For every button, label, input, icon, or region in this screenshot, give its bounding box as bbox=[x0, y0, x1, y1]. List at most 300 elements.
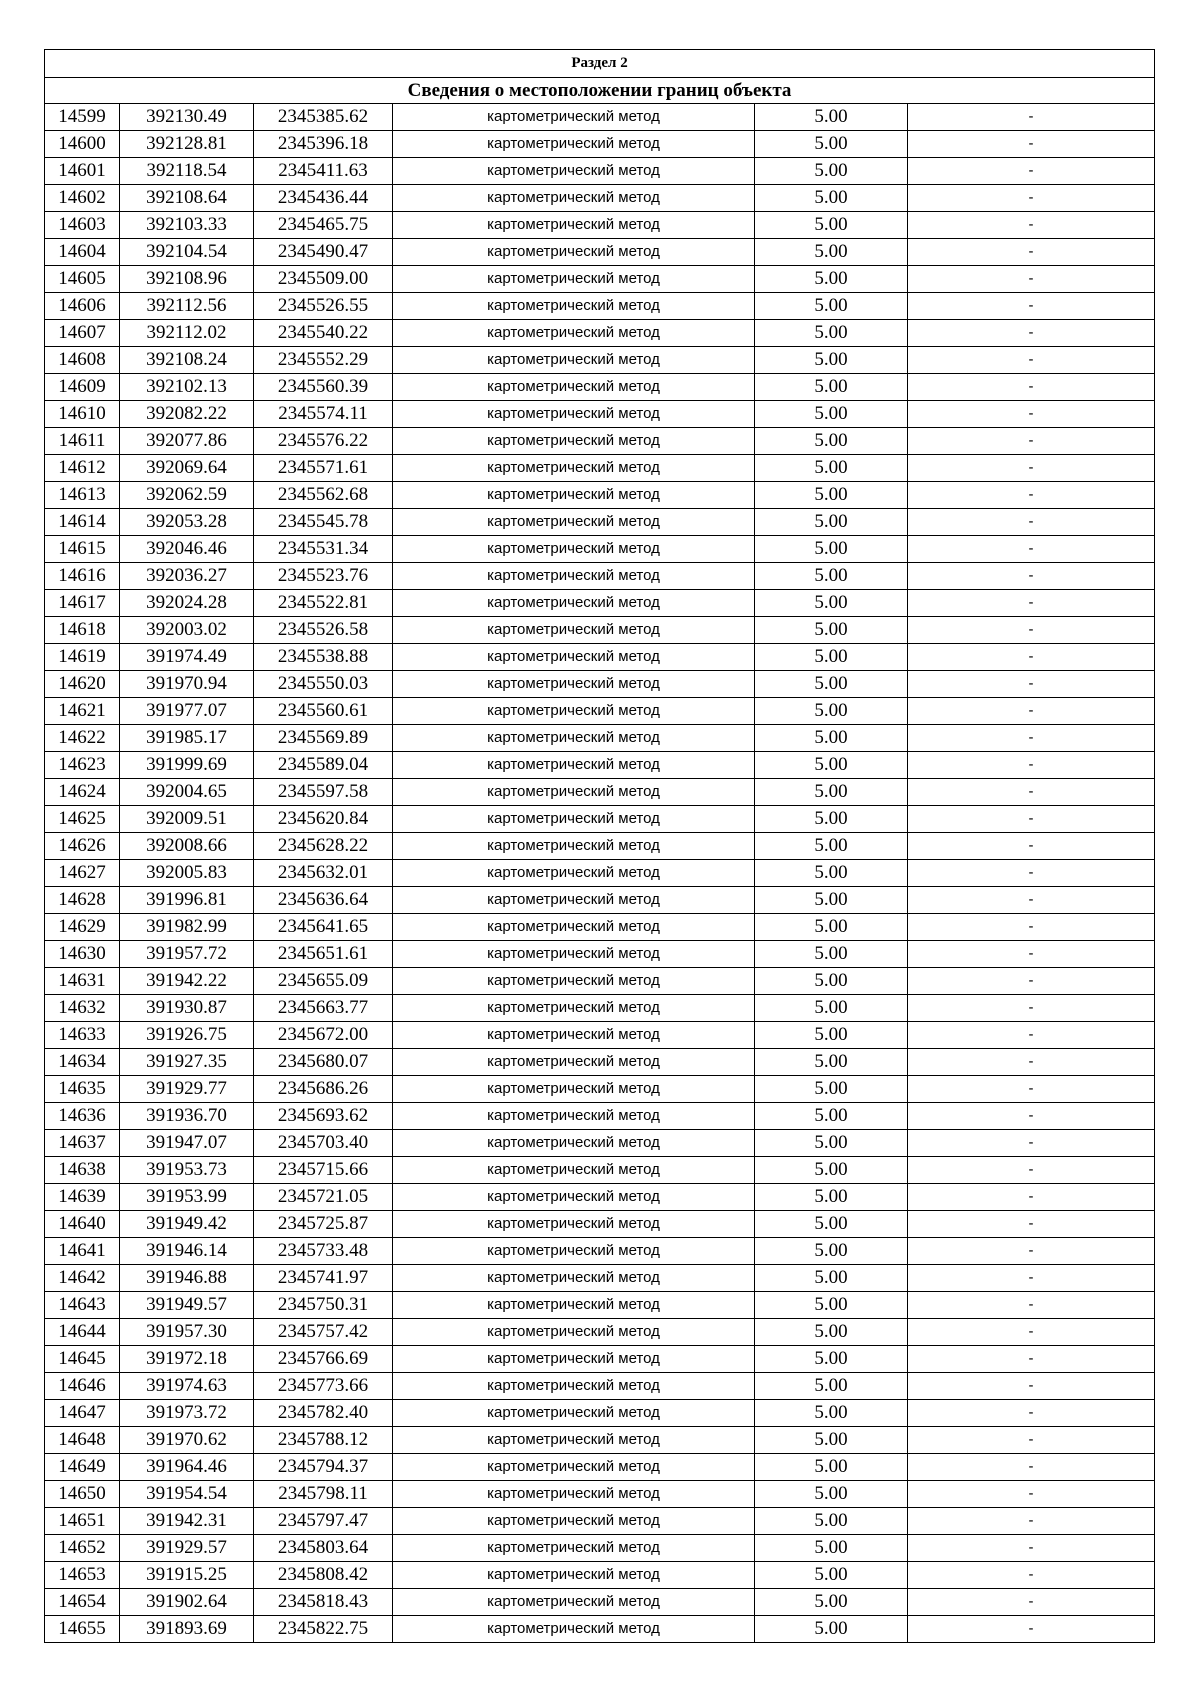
point-number-cell: 14636 bbox=[45, 1103, 120, 1130]
x-coordinate-cell: 392118.54 bbox=[120, 158, 254, 185]
x-coordinate-cell: 391974.63 bbox=[120, 1373, 254, 1400]
x-coordinate-cell: 392112.02 bbox=[120, 320, 254, 347]
x-coordinate-cell: 391893.69 bbox=[120, 1616, 254, 1643]
description-cell: - bbox=[908, 131, 1155, 158]
y-coordinate-cell: 2345526.55 bbox=[254, 293, 393, 320]
accuracy-cell: 5.00 bbox=[755, 428, 908, 455]
point-number-cell: 14631 bbox=[45, 968, 120, 995]
point-number-cell: 14651 bbox=[45, 1508, 120, 1535]
method-cell: картометрический метод bbox=[393, 698, 755, 725]
method-cell: картометрический метод bbox=[393, 1103, 755, 1130]
accuracy-cell: 5.00 bbox=[755, 995, 908, 1022]
accuracy-cell: 5.00 bbox=[755, 563, 908, 590]
table-row bbox=[45, 644, 1155, 671]
method-cell: картометрический метод bbox=[393, 968, 755, 995]
accuracy-cell: 5.00 bbox=[755, 266, 908, 293]
y-coordinate-cell: 2345522.81 bbox=[254, 590, 393, 617]
description-cell: - bbox=[908, 1373, 1155, 1400]
method-cell: картометрический метод bbox=[393, 1184, 755, 1211]
point-number-cell: 14645 bbox=[45, 1346, 120, 1373]
accuracy-cell: 5.00 bbox=[755, 1157, 908, 1184]
table-row bbox=[45, 1427, 1155, 1454]
description-cell: - bbox=[908, 239, 1155, 266]
accuracy-cell: 5.00 bbox=[755, 590, 908, 617]
x-coordinate-cell: 392046.46 bbox=[120, 536, 254, 563]
y-coordinate-cell: 2345490.47 bbox=[254, 239, 393, 266]
accuracy-cell: 5.00 bbox=[755, 1616, 908, 1643]
point-number-cell: 14638 bbox=[45, 1157, 120, 1184]
table-row bbox=[45, 428, 1155, 455]
y-coordinate-cell: 2345733.48 bbox=[254, 1238, 393, 1265]
table-row bbox=[45, 860, 1155, 887]
point-number-cell: 14617 bbox=[45, 590, 120, 617]
method-cell: картометрический метод bbox=[393, 1130, 755, 1157]
method-cell: картометрический метод bbox=[393, 428, 755, 455]
table-row bbox=[45, 1076, 1155, 1103]
y-coordinate-cell: 2345680.07 bbox=[254, 1049, 393, 1076]
y-coordinate-cell: 2345721.05 bbox=[254, 1184, 393, 1211]
y-coordinate-cell: 2345782.40 bbox=[254, 1400, 393, 1427]
x-coordinate-cell: 391927.35 bbox=[120, 1049, 254, 1076]
point-number-cell: 14612 bbox=[45, 455, 120, 482]
x-coordinate-cell: 391915.25 bbox=[120, 1562, 254, 1589]
point-number-cell: 14603 bbox=[45, 212, 120, 239]
accuracy-cell: 5.00 bbox=[755, 1589, 908, 1616]
method-cell: картометрический метод bbox=[393, 104, 755, 131]
x-coordinate-cell: 392130.49 bbox=[120, 104, 254, 131]
method-cell: картометрический метод bbox=[393, 536, 755, 563]
point-number-cell: 14622 bbox=[45, 725, 120, 752]
accuracy-cell: 5.00 bbox=[755, 779, 908, 806]
table-row bbox=[45, 212, 1155, 239]
accuracy-cell: 5.00 bbox=[755, 1076, 908, 1103]
method-cell: картометрический метод bbox=[393, 509, 755, 536]
table-row bbox=[45, 1157, 1155, 1184]
point-number-cell: 14629 bbox=[45, 914, 120, 941]
y-coordinate-cell: 2345571.61 bbox=[254, 455, 393, 482]
description-cell: - bbox=[908, 1157, 1155, 1184]
x-coordinate-cell: 392005.83 bbox=[120, 860, 254, 887]
y-coordinate-cell: 2345465.75 bbox=[254, 212, 393, 239]
method-cell: картометрический метод bbox=[393, 455, 755, 482]
method-cell: картометрический метод bbox=[393, 1049, 755, 1076]
accuracy-cell: 5.00 bbox=[755, 320, 908, 347]
table-row bbox=[45, 1535, 1155, 1562]
method-cell: картометрический метод bbox=[393, 1319, 755, 1346]
method-cell: картометрический метод bbox=[393, 617, 755, 644]
table-row bbox=[45, 1481, 1155, 1508]
method-cell: картометрический метод bbox=[393, 185, 755, 212]
x-coordinate-cell: 391926.75 bbox=[120, 1022, 254, 1049]
y-coordinate-cell: 2345531.34 bbox=[254, 536, 393, 563]
method-cell: картометрический метод bbox=[393, 1238, 755, 1265]
point-number-cell: 14655 bbox=[45, 1616, 120, 1643]
accuracy-cell: 5.00 bbox=[755, 347, 908, 374]
x-coordinate-cell: 392077.86 bbox=[120, 428, 254, 455]
method-cell: картометрический метод bbox=[393, 752, 755, 779]
y-coordinate-cell: 2345641.65 bbox=[254, 914, 393, 941]
point-number-cell: 14633 bbox=[45, 1022, 120, 1049]
accuracy-cell: 5.00 bbox=[755, 752, 908, 779]
point-number-cell: 14647 bbox=[45, 1400, 120, 1427]
x-coordinate-cell: 392128.81 bbox=[120, 131, 254, 158]
method-cell: картометрический метод bbox=[393, 131, 755, 158]
y-coordinate-cell: 2345632.01 bbox=[254, 860, 393, 887]
method-cell: картометрический метод bbox=[393, 671, 755, 698]
table-row bbox=[45, 1238, 1155, 1265]
accuracy-cell: 5.00 bbox=[755, 1481, 908, 1508]
description-cell: - bbox=[908, 887, 1155, 914]
y-coordinate-cell: 2345703.40 bbox=[254, 1130, 393, 1157]
accuracy-cell: 5.00 bbox=[755, 833, 908, 860]
description-cell: - bbox=[908, 1265, 1155, 1292]
accuracy-cell: 5.00 bbox=[755, 1427, 908, 1454]
table-row bbox=[45, 1103, 1155, 1130]
y-coordinate-cell: 2345797.47 bbox=[254, 1508, 393, 1535]
point-number-cell: 14630 bbox=[45, 941, 120, 968]
description-cell: - bbox=[908, 320, 1155, 347]
y-coordinate-cell: 2345725.87 bbox=[254, 1211, 393, 1238]
method-cell: картометрический метод bbox=[393, 914, 755, 941]
accuracy-cell: 5.00 bbox=[755, 212, 908, 239]
method-cell: картометрический метод bbox=[393, 1373, 755, 1400]
x-coordinate-cell: 392108.64 bbox=[120, 185, 254, 212]
point-number-cell: 14610 bbox=[45, 401, 120, 428]
x-coordinate-cell: 391936.70 bbox=[120, 1103, 254, 1130]
x-coordinate-cell: 391929.57 bbox=[120, 1535, 254, 1562]
method-cell: картометрический метод bbox=[393, 1400, 755, 1427]
method-cell: картометрический метод bbox=[393, 1508, 755, 1535]
description-cell: - bbox=[908, 1319, 1155, 1346]
method-cell: картометрический метод bbox=[393, 1589, 755, 1616]
description-cell: - bbox=[908, 698, 1155, 725]
description-cell: - bbox=[908, 1076, 1155, 1103]
y-coordinate-cell: 2345693.62 bbox=[254, 1103, 393, 1130]
description-cell: - bbox=[908, 995, 1155, 1022]
accuracy-cell: 5.00 bbox=[755, 509, 908, 536]
description-cell: - bbox=[908, 1211, 1155, 1238]
x-coordinate-cell: 391985.17 bbox=[120, 725, 254, 752]
accuracy-cell: 5.00 bbox=[755, 1508, 908, 1535]
method-cell: картометрический метод bbox=[393, 995, 755, 1022]
x-coordinate-cell: 391942.31 bbox=[120, 1508, 254, 1535]
point-number-cell: 14604 bbox=[45, 239, 120, 266]
table-row bbox=[45, 1454, 1155, 1481]
point-number-cell: 14632 bbox=[45, 995, 120, 1022]
table-row bbox=[45, 374, 1155, 401]
x-coordinate-cell: 391982.99 bbox=[120, 914, 254, 941]
accuracy-cell: 5.00 bbox=[755, 1238, 908, 1265]
y-coordinate-cell: 2345663.77 bbox=[254, 995, 393, 1022]
point-number-cell: 14602 bbox=[45, 185, 120, 212]
y-coordinate-cell: 2345818.43 bbox=[254, 1589, 393, 1616]
point-number-cell: 14640 bbox=[45, 1211, 120, 1238]
description-cell: - bbox=[908, 1508, 1155, 1535]
description-cell: - bbox=[908, 1535, 1155, 1562]
table-row bbox=[45, 293, 1155, 320]
y-coordinate-cell: 2345569.89 bbox=[254, 725, 393, 752]
x-coordinate-cell: 392008.66 bbox=[120, 833, 254, 860]
x-coordinate-cell: 391957.30 bbox=[120, 1319, 254, 1346]
x-coordinate-cell: 391973.72 bbox=[120, 1400, 254, 1427]
point-number-cell: 14599 bbox=[45, 104, 120, 131]
y-coordinate-cell: 2345798.11 bbox=[254, 1481, 393, 1508]
x-coordinate-cell: 392004.65 bbox=[120, 779, 254, 806]
method-cell: картометрический метод bbox=[393, 1535, 755, 1562]
accuracy-cell: 5.00 bbox=[755, 1211, 908, 1238]
description-cell: - bbox=[908, 806, 1155, 833]
point-number-cell: 14641 bbox=[45, 1238, 120, 1265]
accuracy-cell: 5.00 bbox=[755, 104, 908, 131]
y-coordinate-cell: 2345715.66 bbox=[254, 1157, 393, 1184]
x-coordinate-cell: 391970.94 bbox=[120, 671, 254, 698]
point-number-cell: 14625 bbox=[45, 806, 120, 833]
accuracy-cell: 5.00 bbox=[755, 968, 908, 995]
description-cell: - bbox=[908, 185, 1155, 212]
accuracy-cell: 5.00 bbox=[755, 644, 908, 671]
y-coordinate-cell: 2345741.97 bbox=[254, 1265, 393, 1292]
method-cell: картометрический метод bbox=[393, 860, 755, 887]
y-coordinate-cell: 2345808.42 bbox=[254, 1562, 393, 1589]
x-coordinate-cell: 392103.33 bbox=[120, 212, 254, 239]
subtitle-row bbox=[45, 78, 1155, 104]
point-number-cell: 14609 bbox=[45, 374, 120, 401]
x-coordinate-cell: 392104.54 bbox=[120, 239, 254, 266]
description-cell: - bbox=[908, 1616, 1155, 1643]
description-cell: - bbox=[908, 671, 1155, 698]
x-coordinate-cell: 391972.18 bbox=[120, 1346, 254, 1373]
accuracy-cell: 5.00 bbox=[755, 617, 908, 644]
y-coordinate-cell: 2345550.03 bbox=[254, 671, 393, 698]
accuracy-cell: 5.00 bbox=[755, 1184, 908, 1211]
description-cell: - bbox=[908, 104, 1155, 131]
table-row bbox=[45, 320, 1155, 347]
description-cell: - bbox=[908, 779, 1155, 806]
description-cell: - bbox=[908, 1292, 1155, 1319]
table-row bbox=[45, 158, 1155, 185]
description-cell: - bbox=[908, 590, 1155, 617]
table-row bbox=[45, 131, 1155, 158]
description-cell: - bbox=[908, 374, 1155, 401]
y-coordinate-cell: 2345794.37 bbox=[254, 1454, 393, 1481]
point-number-cell: 14634 bbox=[45, 1049, 120, 1076]
y-coordinate-cell: 2345552.29 bbox=[254, 347, 393, 374]
description-cell: - bbox=[908, 914, 1155, 941]
accuracy-cell: 5.00 bbox=[755, 887, 908, 914]
y-coordinate-cell: 2345385.62 bbox=[254, 104, 393, 131]
accuracy-cell: 5.00 bbox=[755, 1265, 908, 1292]
accuracy-cell: 5.00 bbox=[755, 914, 908, 941]
x-coordinate-cell: 392036.27 bbox=[120, 563, 254, 590]
description-cell: - bbox=[908, 725, 1155, 752]
point-number-cell: 14649 bbox=[45, 1454, 120, 1481]
table-row bbox=[45, 995, 1155, 1022]
x-coordinate-cell: 391953.73 bbox=[120, 1157, 254, 1184]
point-number-cell: 14614 bbox=[45, 509, 120, 536]
point-number-cell: 14621 bbox=[45, 698, 120, 725]
table-row bbox=[45, 1373, 1155, 1400]
point-number-cell: 14635 bbox=[45, 1076, 120, 1103]
y-coordinate-cell: 2345803.64 bbox=[254, 1535, 393, 1562]
y-coordinate-cell: 2345766.69 bbox=[254, 1346, 393, 1373]
description-cell: - bbox=[908, 1454, 1155, 1481]
point-number-cell: 14652 bbox=[45, 1535, 120, 1562]
table-row bbox=[45, 1616, 1155, 1643]
point-number-cell: 14653 bbox=[45, 1562, 120, 1589]
point-number-cell: 14627 bbox=[45, 860, 120, 887]
point-number-cell: 14613 bbox=[45, 482, 120, 509]
method-cell: картометрический метод bbox=[393, 1616, 755, 1643]
y-coordinate-cell: 2345576.22 bbox=[254, 428, 393, 455]
method-cell: картометрический метод bbox=[393, 590, 755, 617]
description-cell: - bbox=[908, 347, 1155, 374]
method-cell: картометрический метод bbox=[393, 779, 755, 806]
point-number-cell: 14605 bbox=[45, 266, 120, 293]
method-cell: картометрический метод bbox=[393, 563, 755, 590]
table-row bbox=[45, 563, 1155, 590]
method-cell: картометрический метод bbox=[393, 482, 755, 509]
method-cell: картометрический метод bbox=[393, 1211, 755, 1238]
point-number-cell: 14607 bbox=[45, 320, 120, 347]
document-sheet bbox=[44, 49, 1154, 1643]
accuracy-cell: 5.00 bbox=[755, 725, 908, 752]
section-title: Раздел 2 bbox=[45, 50, 1155, 78]
x-coordinate-cell: 391946.88 bbox=[120, 1265, 254, 1292]
description-cell: - bbox=[908, 1238, 1155, 1265]
x-coordinate-cell: 391942.22 bbox=[120, 968, 254, 995]
table-row bbox=[45, 617, 1155, 644]
x-coordinate-cell: 392082.22 bbox=[120, 401, 254, 428]
y-coordinate-cell: 2345636.64 bbox=[254, 887, 393, 914]
accuracy-cell: 5.00 bbox=[755, 1400, 908, 1427]
accuracy-cell: 5.00 bbox=[755, 1535, 908, 1562]
description-cell: - bbox=[908, 1589, 1155, 1616]
y-coordinate-cell: 2345750.31 bbox=[254, 1292, 393, 1319]
table-row bbox=[45, 671, 1155, 698]
table-row bbox=[45, 1400, 1155, 1427]
accuracy-cell: 5.00 bbox=[755, 941, 908, 968]
description-cell: - bbox=[908, 428, 1155, 455]
accuracy-cell: 5.00 bbox=[755, 374, 908, 401]
point-number-cell: 14642 bbox=[45, 1265, 120, 1292]
description-cell: - bbox=[908, 617, 1155, 644]
method-cell: картометрический метод bbox=[393, 401, 755, 428]
description-cell: - bbox=[908, 293, 1155, 320]
accuracy-cell: 5.00 bbox=[755, 239, 908, 266]
accuracy-cell: 5.00 bbox=[755, 293, 908, 320]
y-coordinate-cell: 2345560.61 bbox=[254, 698, 393, 725]
y-coordinate-cell: 2345651.61 bbox=[254, 941, 393, 968]
y-coordinate-cell: 2345523.76 bbox=[254, 563, 393, 590]
table-row bbox=[45, 401, 1155, 428]
x-coordinate-cell: 391929.77 bbox=[120, 1076, 254, 1103]
table-row bbox=[45, 698, 1155, 725]
y-coordinate-cell: 2345509.00 bbox=[254, 266, 393, 293]
table-row bbox=[45, 1211, 1155, 1238]
x-coordinate-cell: 391957.72 bbox=[120, 941, 254, 968]
boundary-points-table bbox=[44, 49, 1155, 1643]
table-row bbox=[45, 239, 1155, 266]
x-coordinate-cell: 391949.42 bbox=[120, 1211, 254, 1238]
table-row bbox=[45, 590, 1155, 617]
accuracy-cell: 5.00 bbox=[755, 185, 908, 212]
table-row bbox=[45, 968, 1155, 995]
method-cell: картометрический метод bbox=[393, 212, 755, 239]
accuracy-cell: 5.00 bbox=[755, 1049, 908, 1076]
description-cell: - bbox=[908, 752, 1155, 779]
x-coordinate-cell: 391999.69 bbox=[120, 752, 254, 779]
method-cell: картометрический метод bbox=[393, 941, 755, 968]
method-cell: картометрический метод bbox=[393, 320, 755, 347]
description-cell: - bbox=[908, 563, 1155, 590]
point-number-cell: 14628 bbox=[45, 887, 120, 914]
description-cell: - bbox=[908, 1400, 1155, 1427]
point-number-cell: 14620 bbox=[45, 671, 120, 698]
x-coordinate-cell: 392003.02 bbox=[120, 617, 254, 644]
y-coordinate-cell: 2345620.84 bbox=[254, 806, 393, 833]
method-cell: картометрический метод bbox=[393, 806, 755, 833]
x-coordinate-cell: 391970.62 bbox=[120, 1427, 254, 1454]
method-cell: картометрический метод bbox=[393, 725, 755, 752]
y-coordinate-cell: 2345396.18 bbox=[254, 131, 393, 158]
point-number-cell: 14646 bbox=[45, 1373, 120, 1400]
table-row bbox=[45, 1022, 1155, 1049]
accuracy-cell: 5.00 bbox=[755, 401, 908, 428]
x-coordinate-cell: 391902.64 bbox=[120, 1589, 254, 1616]
y-coordinate-cell: 2345411.63 bbox=[254, 158, 393, 185]
table-row bbox=[45, 806, 1155, 833]
x-coordinate-cell: 392112.56 bbox=[120, 293, 254, 320]
description-cell: - bbox=[908, 1346, 1155, 1373]
method-cell: картометрический метод bbox=[393, 644, 755, 671]
x-coordinate-cell: 391947.07 bbox=[120, 1130, 254, 1157]
y-coordinate-cell: 2345628.22 bbox=[254, 833, 393, 860]
accuracy-cell: 5.00 bbox=[755, 1373, 908, 1400]
x-coordinate-cell: 392069.64 bbox=[120, 455, 254, 482]
point-number-cell: 14650 bbox=[45, 1481, 120, 1508]
accuracy-cell: 5.00 bbox=[755, 806, 908, 833]
point-number-cell: 14615 bbox=[45, 536, 120, 563]
x-coordinate-cell: 392108.24 bbox=[120, 347, 254, 374]
x-coordinate-cell: 392108.96 bbox=[120, 266, 254, 293]
x-coordinate-cell: 391953.99 bbox=[120, 1184, 254, 1211]
method-cell: картометрический метод bbox=[393, 1562, 755, 1589]
description-cell: - bbox=[908, 644, 1155, 671]
description-cell: - bbox=[908, 1184, 1155, 1211]
method-cell: картометрический метод bbox=[393, 1022, 755, 1049]
point-number-cell: 14600 bbox=[45, 131, 120, 158]
method-cell: картометрический метод bbox=[393, 266, 755, 293]
description-cell: - bbox=[908, 455, 1155, 482]
table-row bbox=[45, 779, 1155, 806]
point-number-cell: 14643 bbox=[45, 1292, 120, 1319]
table-row bbox=[45, 536, 1155, 563]
x-coordinate-cell: 391996.81 bbox=[120, 887, 254, 914]
method-cell: картометрический метод bbox=[393, 1427, 755, 1454]
description-cell: - bbox=[908, 1022, 1155, 1049]
y-coordinate-cell: 2345757.42 bbox=[254, 1319, 393, 1346]
table-row bbox=[45, 914, 1155, 941]
accuracy-cell: 5.00 bbox=[755, 1292, 908, 1319]
description-cell: - bbox=[908, 509, 1155, 536]
section-header-row bbox=[45, 50, 1155, 78]
table-row bbox=[45, 104, 1155, 131]
point-number-cell: 14611 bbox=[45, 428, 120, 455]
table-row bbox=[45, 941, 1155, 968]
table-row bbox=[45, 1589, 1155, 1616]
point-number-cell: 14624 bbox=[45, 779, 120, 806]
x-coordinate-cell: 391930.87 bbox=[120, 995, 254, 1022]
